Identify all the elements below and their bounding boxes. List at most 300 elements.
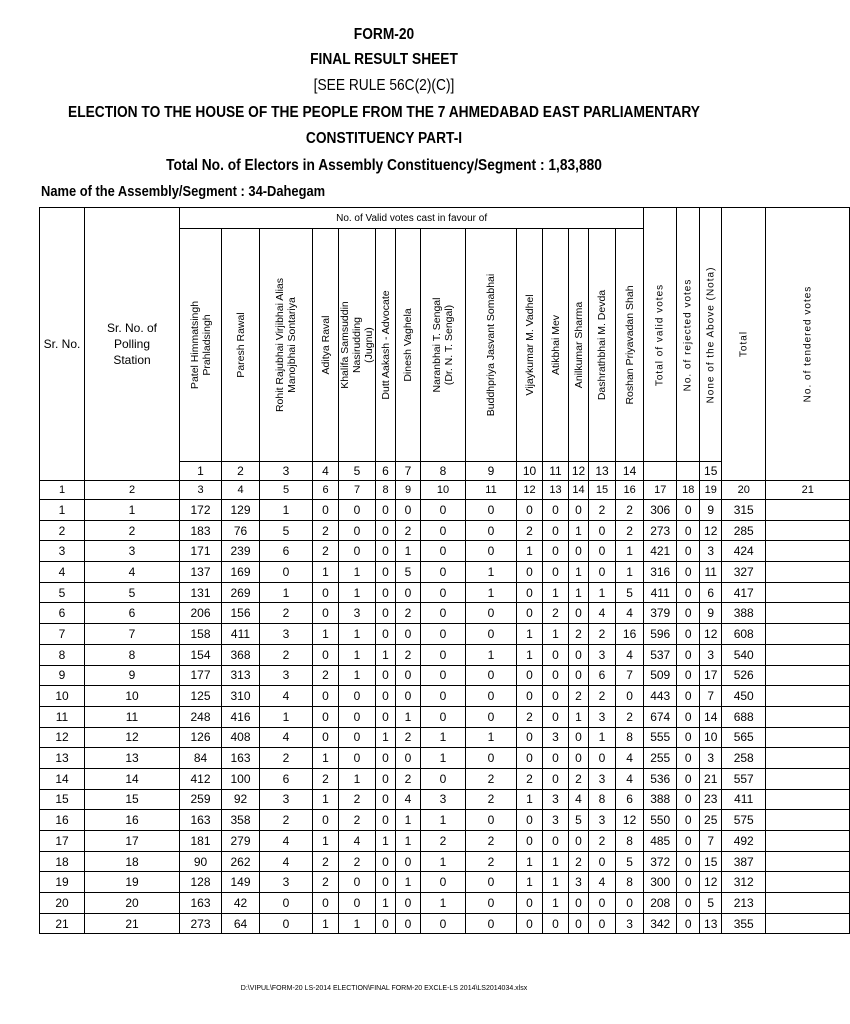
table-cell: 2 bbox=[466, 768, 517, 789]
candidate-number-cell: 5 bbox=[339, 462, 376, 481]
table-cell: 181 bbox=[180, 831, 222, 852]
table-cell: 2 bbox=[569, 768, 589, 789]
table-cell: 0 bbox=[677, 893, 700, 914]
table-cell: 8 bbox=[616, 872, 644, 893]
table-cell: 526 bbox=[722, 665, 766, 686]
table-cell: 0 bbox=[421, 665, 466, 686]
table-cell: 2 bbox=[313, 541, 339, 562]
table-cell bbox=[766, 851, 850, 872]
column-number-cell: 5 bbox=[260, 481, 313, 500]
table-cell bbox=[766, 727, 850, 748]
table-cell: 7 bbox=[40, 624, 85, 645]
candidate-header: Dinesh Vaghela bbox=[396, 229, 421, 462]
table-cell: 0 bbox=[313, 727, 339, 748]
table-row bbox=[40, 644, 850, 665]
table-cell: 20 bbox=[40, 893, 85, 914]
table-cell: 17 bbox=[40, 831, 85, 852]
table-cell: 2 bbox=[313, 520, 339, 541]
table-body bbox=[40, 500, 850, 934]
table-cell: 0 bbox=[677, 500, 700, 521]
candidate-header: Naranbhai T. Sengal (Dr. N. T. Sengal) bbox=[421, 229, 466, 462]
table-cell: 0 bbox=[376, 851, 396, 872]
table-cell: 128 bbox=[180, 872, 222, 893]
table-cell: 3 bbox=[589, 644, 616, 665]
table-cell: 1 bbox=[466, 644, 517, 665]
table-cell: 2 bbox=[517, 520, 543, 541]
table-cell bbox=[766, 500, 850, 521]
table-cell: 1 bbox=[517, 541, 543, 562]
candidate-header: Khalifa Samsuddin Nasirudding (Jugnu) bbox=[339, 229, 376, 462]
table-cell bbox=[766, 913, 850, 934]
table-cell: 126 bbox=[180, 727, 222, 748]
table-cell: 16 bbox=[616, 624, 644, 645]
table-cell: 355 bbox=[722, 913, 766, 934]
table-cell: 0 bbox=[339, 893, 376, 914]
table-cell: 0 bbox=[421, 686, 466, 707]
table-cell: 0 bbox=[517, 500, 543, 521]
table-cell: 536 bbox=[644, 768, 677, 789]
table-cell: 5 bbox=[616, 582, 644, 603]
table-cell: 4 bbox=[589, 603, 616, 624]
table-cell: 0 bbox=[569, 665, 589, 686]
table-cell: 0 bbox=[677, 727, 700, 748]
table-cell: 1 bbox=[313, 789, 339, 810]
column-number-cell: 17 bbox=[644, 481, 677, 500]
table-cell: 3 bbox=[700, 644, 722, 665]
table-cell: 213 bbox=[722, 893, 766, 914]
table-cell: 1 bbox=[421, 748, 466, 769]
candidate-number-cell: 14 bbox=[616, 462, 644, 481]
table-cell: 0 bbox=[376, 665, 396, 686]
table-cell: 1 bbox=[466, 582, 517, 603]
table-cell: 565 bbox=[722, 727, 766, 748]
table-cell: 0 bbox=[677, 686, 700, 707]
table-cell: 3 bbox=[543, 789, 569, 810]
table-cell: 1 bbox=[517, 624, 543, 645]
table-cell: 0 bbox=[339, 872, 376, 893]
total-electors: Total No. of Electors in Assembly Constituency/Segment : 1,83,880 bbox=[166, 157, 602, 174]
table-cell: 3 bbox=[589, 768, 616, 789]
table-row bbox=[40, 706, 850, 727]
table-cell: 0 bbox=[313, 582, 339, 603]
table-cell: 0 bbox=[376, 520, 396, 541]
table-cell: 411 bbox=[644, 582, 677, 603]
table-cell: 13 bbox=[85, 748, 180, 769]
table-cell: 0 bbox=[543, 520, 569, 541]
table-cell: 6 bbox=[616, 789, 644, 810]
table-cell: 2 bbox=[260, 644, 313, 665]
column-number-cell: 14 bbox=[569, 481, 589, 500]
table-cell: 206 bbox=[180, 603, 222, 624]
column-number-cell: 19 bbox=[700, 481, 722, 500]
sr-no-header: Sr. No. bbox=[40, 208, 85, 481]
table-cell: 0 bbox=[421, 500, 466, 521]
table-cell: 3 bbox=[339, 603, 376, 624]
candidate-header: Anilkumar Sharma bbox=[569, 229, 589, 462]
table-cell: 1 bbox=[339, 768, 376, 789]
table-cell: 21 bbox=[40, 913, 85, 934]
table-cell: 248 bbox=[180, 706, 222, 727]
table-cell: 0 bbox=[376, 913, 396, 934]
table-cell: 2 bbox=[313, 872, 339, 893]
table-cell: 0 bbox=[396, 893, 421, 914]
table-cell: 388 bbox=[644, 789, 677, 810]
table-cell: 2 bbox=[616, 706, 644, 727]
table-cell: 154 bbox=[180, 644, 222, 665]
table-cell: 149 bbox=[222, 872, 260, 893]
table-cell: 412 bbox=[180, 768, 222, 789]
table-cell: 2 bbox=[396, 520, 421, 541]
table-cell: 5 bbox=[396, 562, 421, 583]
table-cell: 0 bbox=[376, 748, 396, 769]
table-cell: 0 bbox=[543, 913, 569, 934]
table-header bbox=[40, 208, 850, 500]
table-cell: 2 bbox=[517, 768, 543, 789]
total-header: Total bbox=[722, 208, 766, 481]
candidate-number-cell: 2 bbox=[222, 462, 260, 481]
table-cell: 14 bbox=[700, 706, 722, 727]
table-cell: 19 bbox=[85, 872, 180, 893]
table-cell: 424 bbox=[722, 541, 766, 562]
table-cell: 0 bbox=[569, 644, 589, 665]
table-cell: 0 bbox=[616, 686, 644, 707]
column-number-cell: 7 bbox=[339, 481, 376, 500]
column-number-cell: 20 bbox=[722, 481, 766, 500]
table-cell: 172 bbox=[180, 500, 222, 521]
candidate-number-cell: 11 bbox=[543, 462, 569, 481]
table-cell: 550 bbox=[644, 810, 677, 831]
segment-name: Name of the Assembly/Segment : 34-Dahegam bbox=[41, 183, 326, 200]
table-cell: 1 bbox=[616, 562, 644, 583]
table-cell: 1 bbox=[421, 810, 466, 831]
table-cell: 0 bbox=[677, 831, 700, 852]
rejected-votes-header: No. of rejected votes bbox=[677, 208, 700, 462]
column-number-cell: 10 bbox=[421, 481, 466, 500]
table-cell: 0 bbox=[677, 851, 700, 872]
table-cell: 0 bbox=[677, 748, 700, 769]
table-cell: 255 bbox=[644, 748, 677, 769]
table-cell: 485 bbox=[644, 831, 677, 852]
valid-votes-group-header: No. of Valid votes cast in favour of bbox=[180, 208, 644, 229]
table-cell: 1 bbox=[543, 893, 569, 914]
result-table bbox=[39, 207, 850, 934]
table-cell: 131 bbox=[180, 582, 222, 603]
table-cell: 20 bbox=[85, 893, 180, 914]
table-row bbox=[40, 913, 850, 934]
table-cell: 1 bbox=[339, 665, 376, 686]
table-cell: 0 bbox=[543, 831, 569, 852]
column-number-cell: 8 bbox=[376, 481, 396, 500]
table-cell: 0 bbox=[376, 582, 396, 603]
table-cell: 2 bbox=[589, 624, 616, 645]
table-cell: 0 bbox=[677, 520, 700, 541]
table-cell: 2 bbox=[339, 851, 376, 872]
candidate-number-cell: 13 bbox=[589, 462, 616, 481]
table-cell: 21 bbox=[700, 768, 722, 789]
table-cell: 0 bbox=[421, 520, 466, 541]
table-cell bbox=[766, 872, 850, 893]
candidate-number-cell: 15 bbox=[700, 462, 722, 481]
table-cell: 269 bbox=[222, 582, 260, 603]
table-cell: 0 bbox=[421, 624, 466, 645]
table-cell: 0 bbox=[466, 893, 517, 914]
table-cell: 2 bbox=[569, 624, 589, 645]
table-cell: 1 bbox=[569, 582, 589, 603]
table-cell: 6 bbox=[260, 768, 313, 789]
column-number-cell: 15 bbox=[589, 481, 616, 500]
table-cell: 2 bbox=[85, 520, 180, 541]
table-cell: 1 bbox=[313, 831, 339, 852]
table-cell: 239 bbox=[222, 541, 260, 562]
table-cell: 158 bbox=[180, 624, 222, 645]
table-cell: 1 bbox=[85, 500, 180, 521]
table-cell: 16 bbox=[40, 810, 85, 831]
table-cell: 19 bbox=[40, 872, 85, 893]
table-row bbox=[40, 686, 850, 707]
table-cell: 0 bbox=[589, 851, 616, 872]
election-title-line1: ELECTION TO THE HOUSE OF THE PEOPLE FROM THE 7 AHMEDABAD EAST PARLIAMENTARY bbox=[68, 104, 700, 121]
table-cell: 0 bbox=[677, 872, 700, 893]
table-cell: 0 bbox=[517, 831, 543, 852]
table-cell: 0 bbox=[466, 624, 517, 645]
table-cell: 7 bbox=[85, 624, 180, 645]
table-cell: 2 bbox=[589, 500, 616, 521]
table-cell: 8 bbox=[616, 831, 644, 852]
table-cell: 0 bbox=[313, 893, 339, 914]
table-cell: 14 bbox=[85, 768, 180, 789]
table-cell: 0 bbox=[396, 665, 421, 686]
candidate-number-cell: 9 bbox=[466, 462, 517, 481]
table-cell: 1 bbox=[376, 644, 396, 665]
table-cell: 8 bbox=[85, 644, 180, 665]
table-cell: 4 bbox=[616, 644, 644, 665]
table-cell: 11 bbox=[700, 562, 722, 583]
table-cell: 1 bbox=[517, 644, 543, 665]
candidate-number-cell: 10 bbox=[517, 462, 543, 481]
table-cell: 4 bbox=[339, 831, 376, 852]
table-cell: 5 bbox=[700, 893, 722, 914]
nota-header: None of the Above (Nota) bbox=[700, 208, 722, 462]
table-cell: 411 bbox=[222, 624, 260, 645]
table-cell: 0 bbox=[616, 893, 644, 914]
table-cell: 2 bbox=[421, 831, 466, 852]
table-cell: 1 bbox=[517, 789, 543, 810]
table-cell: 1 bbox=[589, 727, 616, 748]
table-cell: 0 bbox=[339, 520, 376, 541]
table-cell: 1 bbox=[543, 582, 569, 603]
table-cell: 1 bbox=[421, 893, 466, 914]
table-cell: 0 bbox=[339, 541, 376, 562]
table-row bbox=[40, 851, 850, 872]
table-cell: 5 bbox=[569, 810, 589, 831]
table-cell: 0 bbox=[569, 727, 589, 748]
table-cell: 2 bbox=[616, 520, 644, 541]
column-number-cell: 6 bbox=[313, 481, 339, 500]
table-cell: 0 bbox=[376, 810, 396, 831]
table-cell: 2 bbox=[396, 603, 421, 624]
table-cell: 0 bbox=[376, 789, 396, 810]
table-cell: 540 bbox=[722, 644, 766, 665]
table-cell: 0 bbox=[543, 562, 569, 583]
table-cell: 492 bbox=[722, 831, 766, 852]
table-cell: 10 bbox=[85, 686, 180, 707]
table-cell: 0 bbox=[543, 748, 569, 769]
table-cell: 0 bbox=[396, 913, 421, 934]
table-cell: 0 bbox=[677, 768, 700, 789]
table-cell: 0 bbox=[421, 582, 466, 603]
table-cell: 0 bbox=[339, 727, 376, 748]
table-cell: 5 bbox=[85, 582, 180, 603]
table-cell: 177 bbox=[180, 665, 222, 686]
table-cell: 0 bbox=[376, 768, 396, 789]
table-cell: 1 bbox=[396, 706, 421, 727]
candidate-header: Buddhpriya Jasvant Somabhai bbox=[466, 229, 517, 462]
total-valid-header: Total of valid votes bbox=[644, 208, 677, 462]
table-cell bbox=[766, 603, 850, 624]
table-cell: 12 bbox=[700, 520, 722, 541]
table-cell bbox=[766, 562, 850, 583]
table-cell: 0 bbox=[313, 644, 339, 665]
table-cell: 4 bbox=[569, 789, 589, 810]
table-cell: 1 bbox=[421, 851, 466, 872]
table-cell: 4 bbox=[260, 727, 313, 748]
table-cell: 0 bbox=[313, 603, 339, 624]
table-cell: 0 bbox=[421, 644, 466, 665]
table-cell: 1 bbox=[313, 624, 339, 645]
column-number-cell: 21 bbox=[766, 481, 850, 500]
table-cell: 450 bbox=[722, 686, 766, 707]
table-cell: 0 bbox=[677, 706, 700, 727]
table-cell: 2 bbox=[260, 748, 313, 769]
table-cell: 84 bbox=[180, 748, 222, 769]
table-cell: 596 bbox=[644, 624, 677, 645]
column-number-cell: 18 bbox=[677, 481, 700, 500]
table-cell: 688 bbox=[722, 706, 766, 727]
table-cell: 15 bbox=[40, 789, 85, 810]
table-cell: 315 bbox=[722, 500, 766, 521]
table-cell: 509 bbox=[644, 665, 677, 686]
table-cell: 0 bbox=[313, 686, 339, 707]
table-cell: 0 bbox=[466, 665, 517, 686]
table-cell: 262 bbox=[222, 851, 260, 872]
table-cell: 0 bbox=[569, 500, 589, 521]
table-cell: 443 bbox=[644, 686, 677, 707]
table-cell: 0 bbox=[543, 541, 569, 562]
table-cell bbox=[766, 789, 850, 810]
table-cell: 4 bbox=[616, 748, 644, 769]
table-cell: 4 bbox=[85, 562, 180, 583]
table-cell: 9 bbox=[700, 603, 722, 624]
table-cell: 2 bbox=[569, 686, 589, 707]
table-row bbox=[40, 520, 850, 541]
table-cell: 1 bbox=[339, 562, 376, 583]
table-cell: 10 bbox=[40, 686, 85, 707]
table-cell: 1 bbox=[396, 541, 421, 562]
table-cell: 0 bbox=[339, 500, 376, 521]
table-cell: 11 bbox=[85, 706, 180, 727]
column-number-cell: 2 bbox=[85, 481, 180, 500]
table-cell: 0 bbox=[396, 582, 421, 603]
table-cell: 1 bbox=[313, 748, 339, 769]
table-cell: 379 bbox=[644, 603, 677, 624]
candidate-number-cell: 12 bbox=[569, 462, 589, 481]
table-cell: 316 bbox=[644, 562, 677, 583]
table-cell: 0 bbox=[589, 562, 616, 583]
table-cell: 7 bbox=[700, 686, 722, 707]
candidate-header: Paresh Rawal bbox=[222, 229, 260, 462]
table-cell bbox=[766, 748, 850, 769]
table-cell: 125 bbox=[180, 686, 222, 707]
table-cell: 13 bbox=[700, 913, 722, 934]
table-cell: 358 bbox=[222, 810, 260, 831]
table-cell: 1 bbox=[589, 582, 616, 603]
table-cell: 0 bbox=[313, 500, 339, 521]
table-cell: 0 bbox=[466, 686, 517, 707]
table-cell: 0 bbox=[517, 913, 543, 934]
table-row bbox=[40, 789, 850, 810]
table-cell: 0 bbox=[569, 831, 589, 852]
table-cell: 1 bbox=[466, 562, 517, 583]
table-cell: 0 bbox=[466, 603, 517, 624]
table-cell bbox=[766, 624, 850, 645]
table-cell: 555 bbox=[644, 727, 677, 748]
table-cell: 23 bbox=[700, 789, 722, 810]
table-cell: 17 bbox=[700, 665, 722, 686]
table-cell: 0 bbox=[396, 500, 421, 521]
candidate-header: Dutt Aakash - Advocate bbox=[376, 229, 396, 462]
table-cell: 6 bbox=[85, 603, 180, 624]
table-cell: 163 bbox=[180, 810, 222, 831]
table-cell: 3 bbox=[260, 789, 313, 810]
table-cell: 342 bbox=[644, 913, 677, 934]
table-cell: 1 bbox=[376, 893, 396, 914]
table-cell: 8 bbox=[40, 644, 85, 665]
table-cell: 11 bbox=[40, 706, 85, 727]
table-cell: 3 bbox=[260, 872, 313, 893]
table-row bbox=[40, 727, 850, 748]
table-cell: 1 bbox=[543, 624, 569, 645]
table-cell: 417 bbox=[722, 582, 766, 603]
table-cell: 156 bbox=[222, 603, 260, 624]
table-cell: 2 bbox=[466, 831, 517, 852]
table-cell: 1 bbox=[543, 872, 569, 893]
table-cell: 0 bbox=[260, 562, 313, 583]
table-cell: 12 bbox=[616, 810, 644, 831]
candidate-header: Rohit Rajubhai Virjibhai Alias Manojbhai Sontariya bbox=[260, 229, 313, 462]
table-cell: 1 bbox=[396, 831, 421, 852]
table-cell: 3 bbox=[260, 624, 313, 645]
table-row bbox=[40, 665, 850, 686]
candidate-header: Patel Himmatsingh Prahladsingh bbox=[180, 229, 222, 462]
table-cell: 2 bbox=[466, 789, 517, 810]
table-cell bbox=[766, 541, 850, 562]
table-cell: 8 bbox=[589, 789, 616, 810]
table-cell: 0 bbox=[589, 913, 616, 934]
table-cell: 1 bbox=[396, 872, 421, 893]
table-cell: 2 bbox=[569, 851, 589, 872]
table-cell: 0 bbox=[569, 748, 589, 769]
table-cell: 408 bbox=[222, 727, 260, 748]
table-cell: 0 bbox=[677, 789, 700, 810]
candidate-number-cell: 4 bbox=[313, 462, 339, 481]
table-cell: 0 bbox=[677, 810, 700, 831]
table-row bbox=[40, 748, 850, 769]
column-number-cell: 13 bbox=[543, 481, 569, 500]
table-cell: 0 bbox=[421, 706, 466, 727]
table-cell: 0 bbox=[466, 872, 517, 893]
candidate-header: Roshan Priyavadan Shah bbox=[616, 229, 644, 462]
table-cell: 25 bbox=[700, 810, 722, 831]
